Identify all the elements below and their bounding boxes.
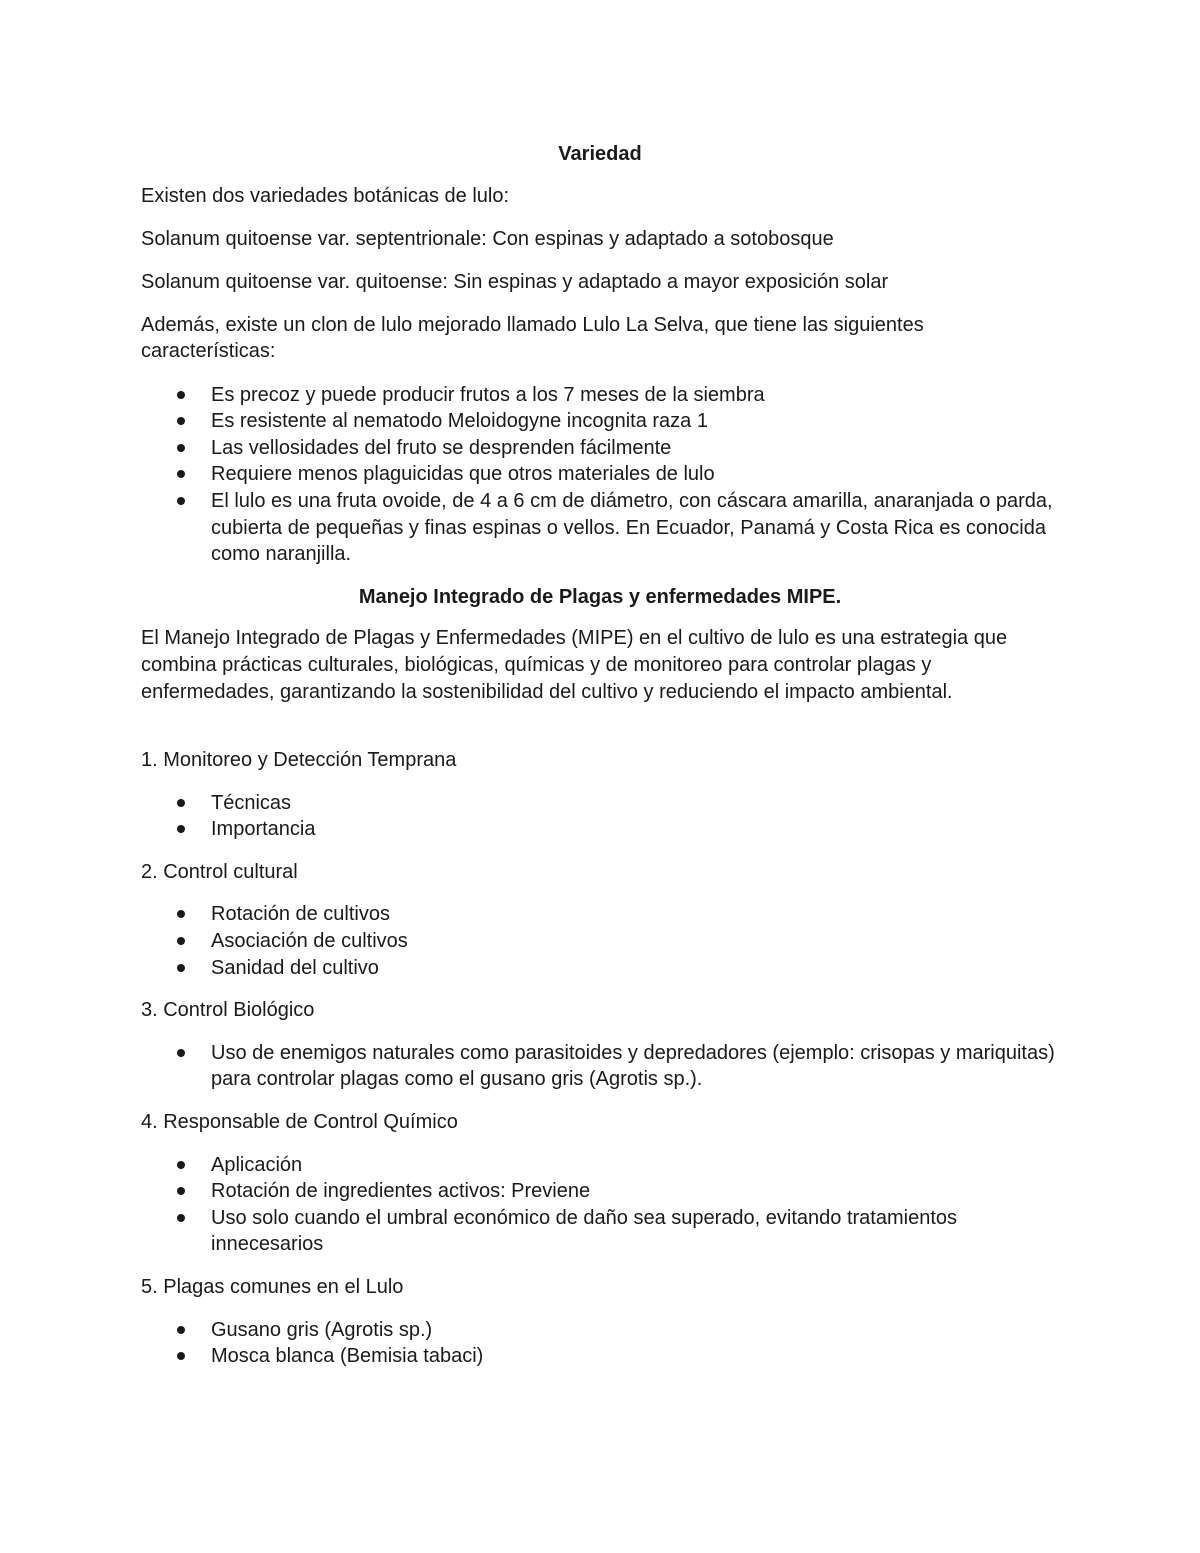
list-item: Requiere menos plaguicidas que otros materiales de lulo	[141, 461, 1059, 488]
section-title-monitoreo: 1. Monitoreo y Detección Temprana	[141, 749, 457, 772]
mipe-intro: El Manejo Integrado de Plagas y Enfermedades (MIPE) en el cultivo de lulo es una estrategia que combina prácticas culturales, biológicas, químicas y de monitoreo para controlar plagas y enfermedades, garantizando la sostenibilidad del cultivo y reduciendo el impacto ambiental.	[141, 627, 1008, 703]
section-list-monitoreo	[141, 790, 1059, 843]
section-title-plagas-comunes: 5. Plagas comunes en el Lulo	[141, 1276, 404, 1298]
section-list-plagas-comunes	[141, 1317, 1059, 1370]
mipe-heading: Manejo Integrado de Plagas y enfermedades MIPE.	[358, 585, 842, 608]
list-item: Rotación de ingredientes activos: Previene	[141, 1178, 1059, 1205]
list-item: Técnicas	[141, 790, 1059, 817]
variedad-item-quitoense: Solanum quitoense var. quitoense: Sin espinas y adaptado a mayor exposición solar	[141, 270, 889, 293]
section-title-control-quimico: 4. Responsable de Control Químico	[141, 1111, 458, 1134]
list-item: Rotación de cultivos	[141, 901, 1059, 928]
variedad-heading: Variedad	[558, 143, 642, 165]
list-item: Uso solo cuando el umbral económico de daño sea superado, evitando tratamientos innecesarios	[141, 1205, 1059, 1258]
variedad-item-septentrionale: Solanum quitoense var. septentrionale: Con espinas y adaptado a sotobosque	[141, 227, 834, 250]
list-item: Uso de enemigos naturales como parasitoides y depredadores (ejemplo: crisopas y mariquitas) para controlar plagas como el gusano gris (Agrotis sp.).	[141, 1040, 1059, 1093]
blank-line	[141, 705, 1059, 747]
section-list-control-quimico	[141, 1152, 1059, 1258]
section-title-control-cultural: 2. Control cultural	[141, 860, 298, 883]
clone-intro: Además, existe un clon de lulo mejorado llamado Lulo La Selva, que tiene las siguientes características:	[141, 313, 924, 363]
section-list-control-cultural	[141, 901, 1059, 981]
section-title-control-biologico: 3. Control Biológico	[141, 999, 315, 1022]
list-item: Es precoz y puede producir frutos a los 7 meses de la siembra	[141, 382, 1059, 409]
variedad-intro: Existen dos variedades botánicas de lulo:	[141, 184, 510, 207]
list-item: Es resistente al nematodo Meloidogyne incognita raza 1	[141, 408, 1059, 435]
list-item: Gusano gris (Agrotis sp.)	[141, 1317, 1059, 1344]
list-item: Aplicación	[141, 1152, 1059, 1179]
list-item: Mosca blanca (Bemisia tabaci)	[141, 1343, 1059, 1370]
section-list-control-biologico	[141, 1040, 1059, 1093]
list-item: Asociación de cultivos	[141, 928, 1059, 955]
clone-characteristics-list	[141, 382, 1059, 568]
list-item: Las vellosidades del fruto se desprenden fácilmente	[141, 435, 1059, 462]
list-item: Sanidad del cultivo	[141, 955, 1059, 982]
document-body	[141, 141, 1059, 1386]
list-item: El lulo es una fruta ovoide, de 4 a 6 cm de diámetro, con cáscara amarilla, anaranjada o parda, cubierta de pequeñas y finas espinas o vellos. En Ecuador, Panamá y Costa Rica es conocida como naranjilla.	[141, 488, 1059, 568]
list-item: Importancia	[141, 816, 1059, 843]
